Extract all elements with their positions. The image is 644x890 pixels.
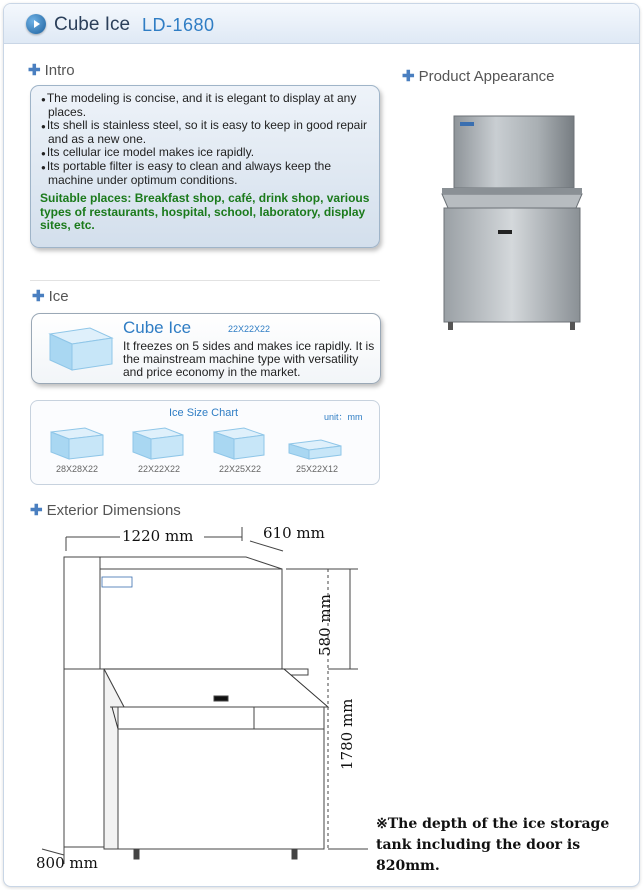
ice-name: Cube Ice [123, 318, 192, 337]
ice-cube-icon [46, 326, 116, 372]
depth-dimension: 610 mm [263, 524, 325, 542]
exterior-heading-text: Exterior Dimensions [46, 502, 181, 519]
intro-box [30, 85, 380, 248]
ice-size-item [131, 427, 187, 461]
product-heading-text: Product Appearance [418, 68, 555, 85]
ice-heading-text: Ice [48, 288, 69, 305]
page-title: Cube Ice [54, 14, 131, 35]
ice-size-label: 28X28X22 [55, 464, 99, 474]
plus-icon: ✚ [28, 62, 41, 79]
intro-bullet: ● Its portable filter is easy to clean and always keep the machine under optimum conditions. [40, 160, 373, 187]
play-icon [26, 14, 46, 34]
product-heading [402, 67, 555, 85]
divider [30, 280, 380, 281]
size-chart-title: Ice Size Chart [169, 407, 239, 419]
intro-heading-text: Intro [44, 62, 75, 79]
intro-bullet: ● Its cellular ice model makes ice rapidly. [40, 146, 373, 160]
exterior-heading [30, 501, 181, 519]
intro-heading [28, 61, 75, 79]
total-height-dimension: 1780 mm [338, 698, 356, 770]
page-header [4, 4, 639, 44]
ice-size-label: 22X25X22 [218, 464, 262, 474]
intro-list [40, 92, 373, 187]
plus-icon: ✚ [32, 288, 45, 305]
ice-size: 22X22X22 [228, 324, 271, 334]
ice-size-item [49, 427, 105, 461]
ice-size-label: 25X22X12 [295, 464, 339, 474]
model-number: LD-1680 [142, 15, 215, 35]
intro-bullet: ● Its shell is stainless steel, so it is easy to keep in good repair and as a new one. [40, 119, 373, 146]
size-chart-unit: unit：mm [324, 412, 363, 422]
plus-icon: ✚ [402, 68, 415, 85]
upper-height-dimension: 580 mm [316, 594, 334, 656]
intro-bullet: ● The modeling is concise, and it is elegant to display at any places. [40, 92, 373, 119]
suitable-places: Suitable places: Breakfast shop, café, drink shop, various types of restaurants, hospital, school, laboratory, display sites, etc. [40, 191, 370, 232]
ice-cube-icon [287, 439, 343, 461]
bottom-depth-dimension: 800 mm [36, 854, 98, 872]
dimension-drawing [28, 519, 368, 864]
ice-size-item [287, 439, 343, 461]
ice-heading [32, 287, 69, 305]
ice-cube-icon [212, 427, 268, 461]
ice-cube-icon [49, 427, 105, 461]
depth-note: ※The depth of the ice storage tank including the door is 820mm. [376, 816, 610, 874]
ice-size-label: 22X22X22 [137, 464, 181, 474]
ice-size-chart [30, 400, 380, 485]
ice-machine-image [440, 112, 590, 340]
plus-icon: ✚ [30, 502, 43, 519]
ice-description: It freezes on 5 sides and makes ice rapidly. It is the mainstream machine type with versatility and price economy in the market. [123, 339, 375, 379]
width-dimension: 1220 mm [122, 527, 194, 545]
page-frame [3, 3, 640, 887]
ice-size-item [212, 427, 268, 461]
ice-cube-icon [131, 427, 187, 461]
ice-box [31, 313, 381, 384]
